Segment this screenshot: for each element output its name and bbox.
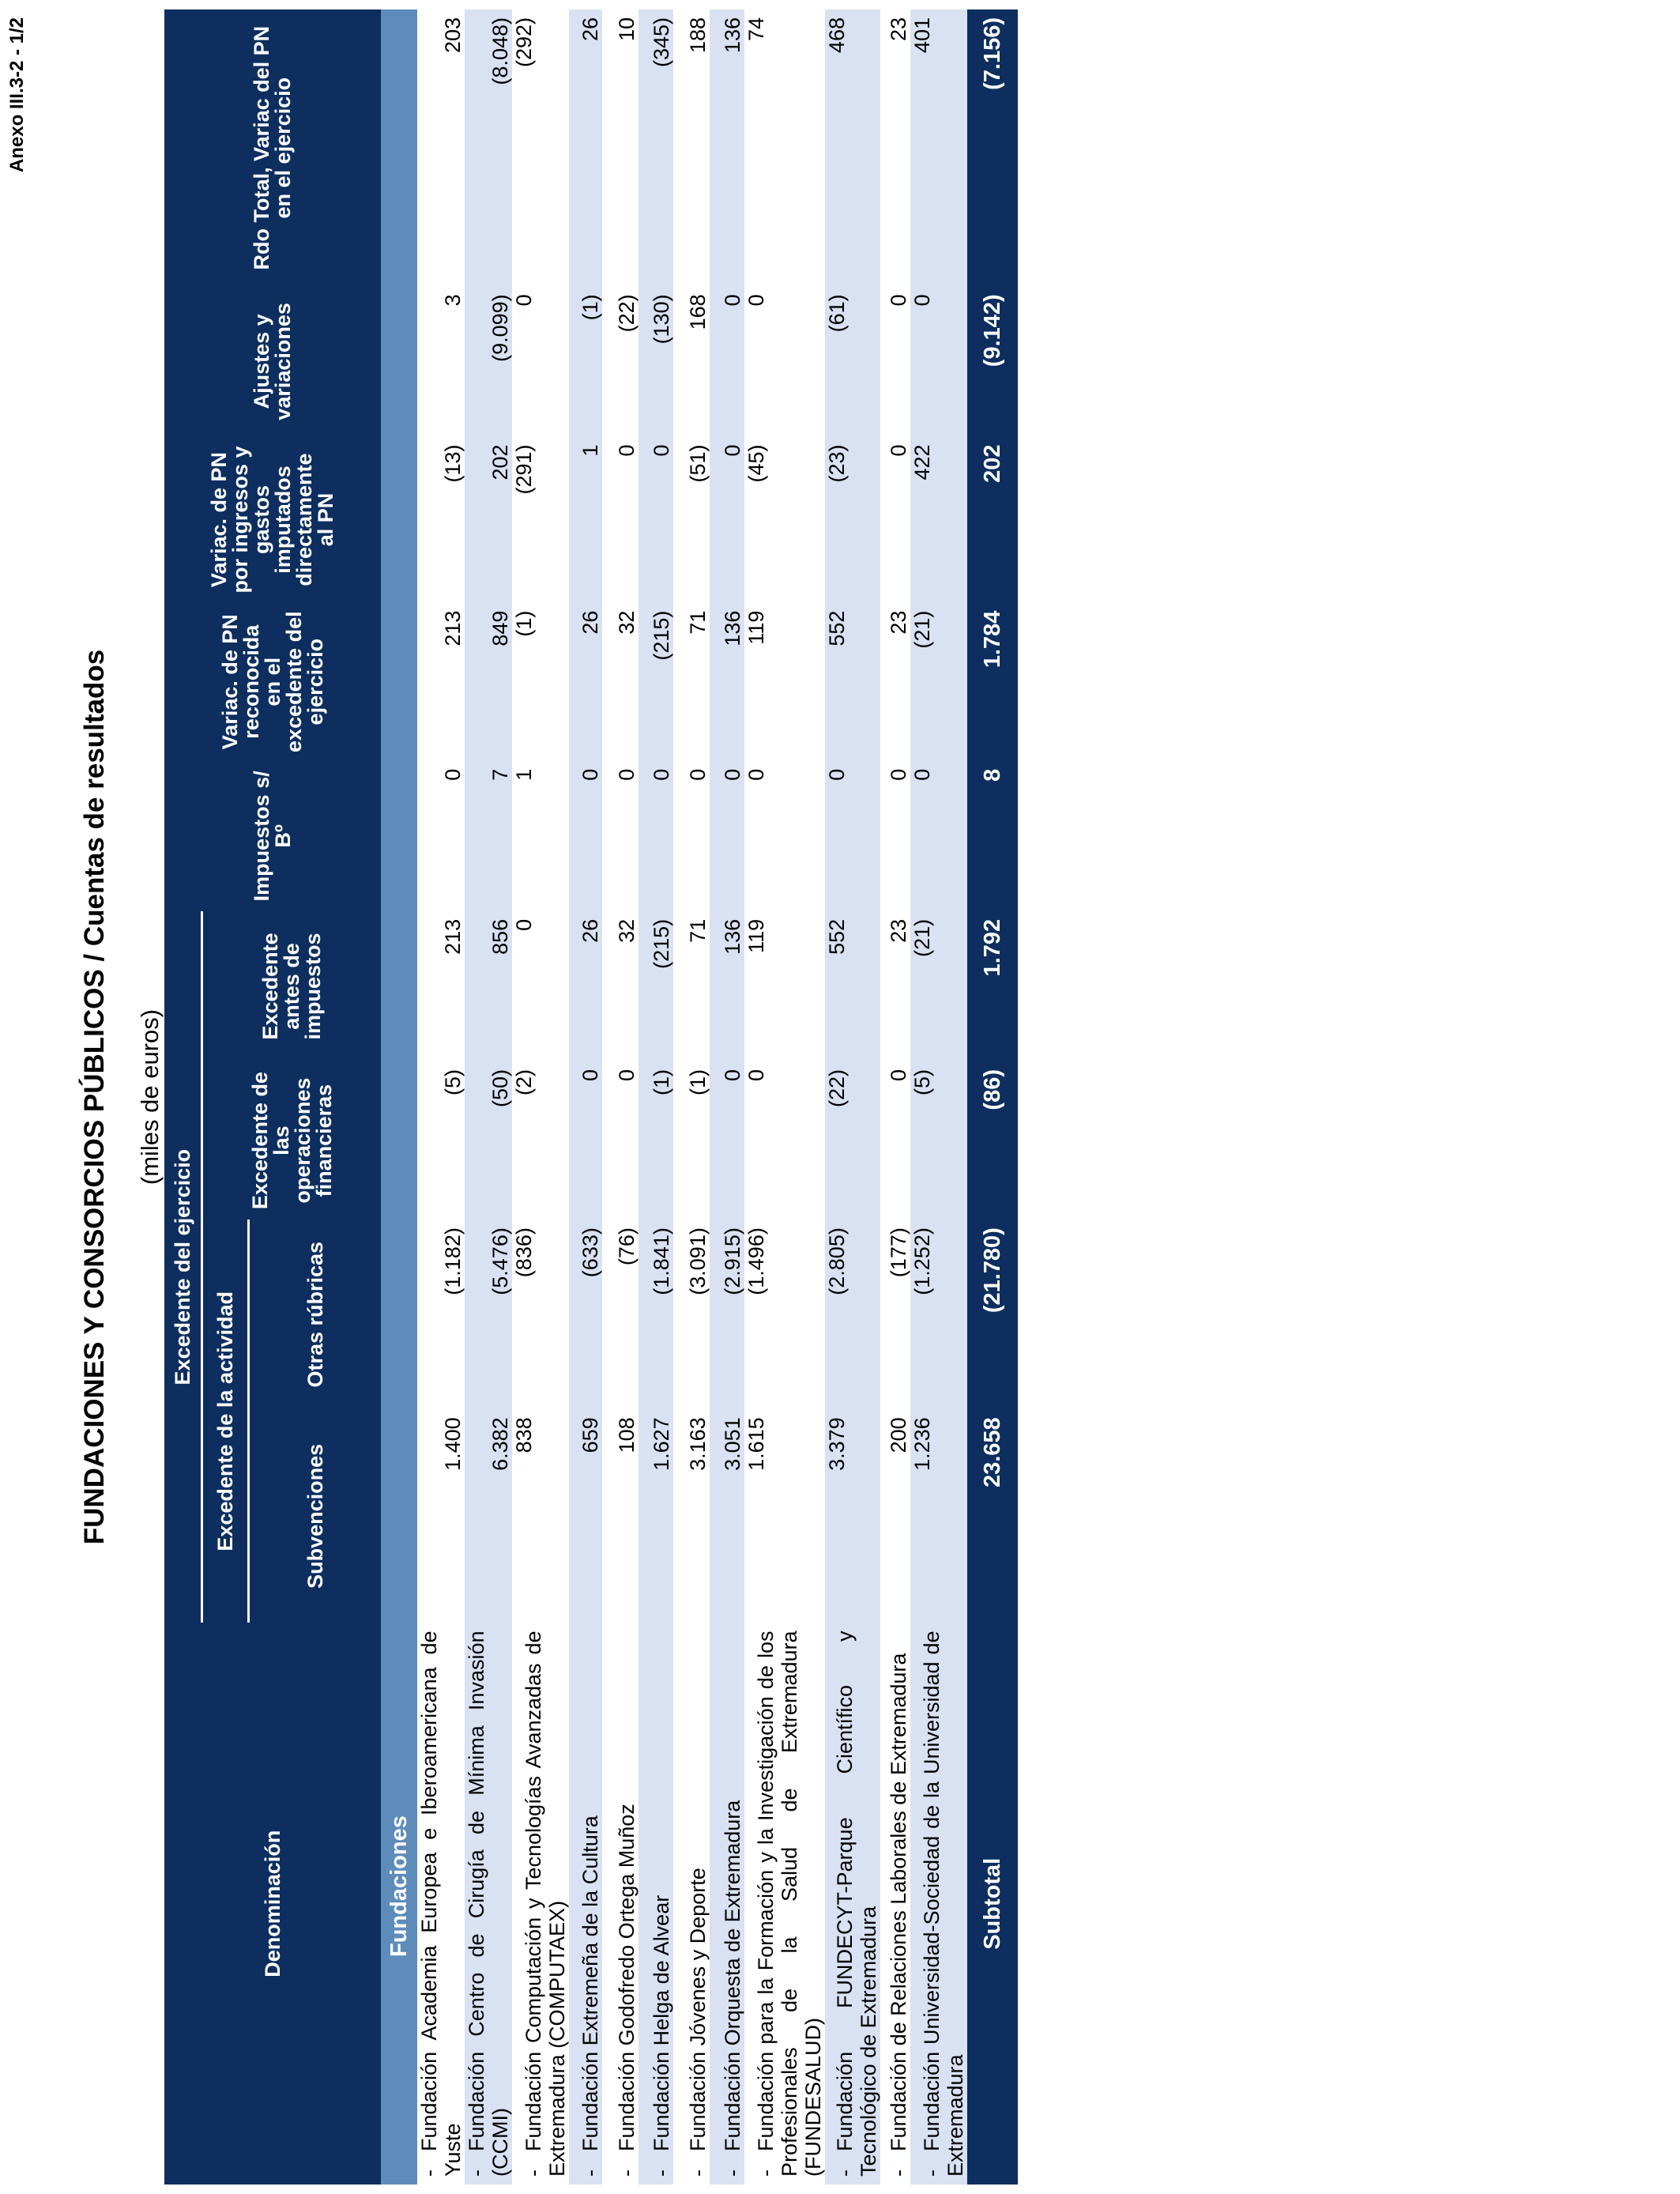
cell-impuestos: 0 bbox=[825, 761, 880, 911]
subtotal-impuestos: 8 bbox=[967, 761, 1018, 911]
cell-rdo: 468 bbox=[825, 9, 880, 286]
cell-var-rec: 213 bbox=[417, 603, 465, 761]
cell-impuestos: 7 bbox=[465, 761, 512, 911]
table-row bbox=[638, 9, 673, 2185]
cell-impuestos: 0 bbox=[417, 761, 465, 911]
row-name: -Fundación Universidad-Sociedad de la Universidad de Extremadura bbox=[910, 1623, 967, 2185]
row-name: -Fundación Jóvenes y Deporte bbox=[673, 1623, 710, 2185]
annex-label: Anexo III.3-2 - 1/2 bbox=[6, 17, 28, 173]
header-variac-pn-reconocida: Variac. de PN reconocida en el excedente del ejercicio bbox=[164, 603, 381, 761]
table-row bbox=[910, 9, 967, 2185]
cell-rdo: (8.048) bbox=[465, 9, 512, 286]
cell-otras: (76) bbox=[602, 1220, 638, 1409]
cell-subvenciones: 3.163 bbox=[673, 1409, 710, 1623]
cell-subvenciones: 108 bbox=[602, 1409, 638, 1623]
cell-subvenciones: 1.236 bbox=[910, 1409, 967, 1623]
header-denominacion: Denominación bbox=[164, 1623, 381, 2185]
cell-impuestos: 0 bbox=[602, 761, 638, 911]
cell-exc-antes: 856 bbox=[465, 911, 512, 1061]
subtotal-exc-fin: (86) bbox=[967, 1061, 1018, 1220]
cell-var-rec: 32 bbox=[602, 603, 638, 761]
cell-impuestos: 0 bbox=[638, 761, 673, 911]
cell-exc-antes: 552 bbox=[825, 911, 880, 1061]
cell-exc-antes: 71 bbox=[673, 911, 710, 1061]
header-otras-rubricas: Otras rúbricas bbox=[249, 1220, 382, 1409]
table-row bbox=[569, 9, 602, 2185]
header-variac-pn-directa: Variac. de PN por ingresos y gastos imputados directamente al PN bbox=[164, 436, 381, 602]
row-name: -Fundación FUNDECYT-Parque Científico y Tecnológico de Extremadura bbox=[825, 1623, 880, 2185]
cell-var-dir: (23) bbox=[825, 436, 880, 602]
cell-var-dir: 0 bbox=[880, 436, 910, 602]
cell-var-dir: 0 bbox=[710, 436, 744, 602]
cell-rdo: (345) bbox=[638, 9, 673, 286]
cell-var-dir: (45) bbox=[744, 436, 825, 602]
row-name: -Fundación Centro de Cirugía de Mínima Invasión (CCMI) bbox=[465, 1623, 512, 2185]
cell-var-dir: 0 bbox=[638, 436, 673, 602]
cell-var-rec: 136 bbox=[710, 603, 744, 761]
cell-exc-antes: 136 bbox=[710, 911, 744, 1061]
units-label: (miles de euros) bbox=[136, 1008, 164, 1186]
cell-var-dir: 1 bbox=[569, 436, 602, 602]
cell-exc-fin: (2) bbox=[512, 1061, 569, 1220]
cell-exc-fin: (5) bbox=[417, 1061, 465, 1220]
cell-exc-antes: (21) bbox=[910, 911, 967, 1061]
cell-exc-antes: (215) bbox=[638, 911, 673, 1061]
cell-impuestos: 0 bbox=[710, 761, 744, 911]
cell-exc-fin: (1) bbox=[638, 1061, 673, 1220]
cell-otras: (1.252) bbox=[910, 1220, 967, 1409]
cell-ajustes: 0 bbox=[744, 286, 825, 436]
subtotal-exc-antes: 1.792 bbox=[967, 911, 1018, 1061]
header-subvenciones: Subvenciones bbox=[249, 1409, 382, 1623]
cell-rdo: 401 bbox=[910, 9, 967, 286]
cell-ajustes: 0 bbox=[512, 286, 569, 436]
subtotal-row bbox=[967, 9, 1018, 2185]
header-excedente-ejercicio: Excedente del ejercicio bbox=[164, 911, 202, 1623]
subtotal-label: Subtotal bbox=[967, 1623, 1018, 2185]
cell-exc-fin: 0 bbox=[569, 1061, 602, 1220]
cell-exc-fin: (5) bbox=[910, 1061, 967, 1220]
cell-ajustes: (22) bbox=[602, 286, 638, 436]
cell-otras: (3.091) bbox=[673, 1220, 710, 1409]
cell-var-rec: (1) bbox=[512, 603, 569, 761]
cell-exc-fin: 0 bbox=[710, 1061, 744, 1220]
cell-ajustes: (1) bbox=[569, 286, 602, 436]
cell-ajustes: 0 bbox=[710, 286, 744, 436]
cell-var-rec: (215) bbox=[638, 603, 673, 761]
cell-impuestos: 0 bbox=[880, 761, 910, 911]
cell-ajustes: 3 bbox=[417, 286, 465, 436]
table-row bbox=[465, 9, 512, 2185]
cell-exc-fin: 0 bbox=[602, 1061, 638, 1220]
cell-exc-antes: 32 bbox=[602, 911, 638, 1061]
cell-rdo: 136 bbox=[710, 9, 744, 286]
cell-subvenciones: 1.400 bbox=[417, 1409, 465, 1623]
cell-exc-antes: 23 bbox=[880, 911, 910, 1061]
row-name: -Fundación Computación y Tecnologías Avanzadas de Extremadura (COMPUTAEX) bbox=[512, 1623, 569, 2185]
cell-ajustes: (130) bbox=[638, 286, 673, 436]
table-row bbox=[744, 9, 825, 2185]
cell-ajustes: 168 bbox=[673, 286, 710, 436]
subtotal-otras: (21.780) bbox=[967, 1220, 1018, 1409]
row-name: -Fundación Helga de Alvear bbox=[638, 1623, 673, 2185]
cell-impuestos: 0 bbox=[744, 761, 825, 911]
cell-subvenciones: 659 bbox=[569, 1409, 602, 1623]
cell-otras: (1.182) bbox=[417, 1220, 465, 1409]
table-row bbox=[512, 9, 569, 2185]
header-exc-antes-impuestos: Excedente antes de impuestos bbox=[202, 911, 382, 1061]
cell-exc-fin: (1) bbox=[673, 1061, 710, 1220]
cell-subvenciones: 3.051 bbox=[710, 1409, 744, 1623]
cell-rdo: 23 bbox=[880, 9, 910, 286]
header-ajustes: Ajustes y variaciones bbox=[164, 286, 381, 436]
cell-impuestos: 0 bbox=[569, 761, 602, 911]
cell-exc-antes: 26 bbox=[569, 911, 602, 1061]
cell-exc-antes: 0 bbox=[512, 911, 569, 1061]
cell-otras: (177) bbox=[880, 1220, 910, 1409]
table-row bbox=[673, 9, 710, 2185]
cell-impuestos: 0 bbox=[910, 761, 967, 911]
cell-rdo: 10 bbox=[602, 9, 638, 286]
cell-otras: (633) bbox=[569, 1220, 602, 1409]
table-row bbox=[710, 9, 744, 2185]
cell-ajustes: 0 bbox=[910, 286, 967, 436]
cell-impuestos: 1 bbox=[512, 761, 569, 911]
cell-var-dir: 422 bbox=[910, 436, 967, 602]
row-name: -Fundación para la Formación y la Investigación de los Profesionales de la Salud de Extremadura (FUNDESALUD) bbox=[744, 1623, 825, 2185]
cell-subvenciones: 3.379 bbox=[825, 1409, 880, 1623]
cell-exc-fin: 0 bbox=[744, 1061, 825, 1220]
cell-subvenciones: 1.615 bbox=[744, 1409, 825, 1623]
cell-var-dir: (13) bbox=[417, 436, 465, 602]
header-excedente-actividad: Excedente de la actividad bbox=[202, 1220, 249, 1623]
cell-rdo: 203 bbox=[417, 9, 465, 286]
cell-exc-antes: 119 bbox=[744, 911, 825, 1061]
cell-ajustes: (61) bbox=[825, 286, 880, 436]
cell-impuestos: 0 bbox=[673, 761, 710, 911]
row-name: -Fundación Extremeña de la Cultura bbox=[569, 1623, 602, 2185]
header-impuestos: Impuestos s/ Bº bbox=[164, 761, 381, 911]
row-name: -Fundación Godofredo Ortega Muñoz bbox=[602, 1623, 638, 2185]
cell-ajustes: (9.099) bbox=[465, 286, 512, 436]
cell-otras: (2.915) bbox=[710, 1220, 744, 1409]
cell-rdo: 26 bbox=[569, 9, 602, 286]
header-exc-op-financieras: Excedente de las operaciones financieras bbox=[202, 1061, 382, 1220]
cell-otras: (836) bbox=[512, 1220, 569, 1409]
cell-otras: (1.841) bbox=[638, 1220, 673, 1409]
row-name: -Fundación de Relaciones Laborales de Extremadura bbox=[880, 1623, 910, 2185]
page-title: FUNDACIONES Y CONSORCIOS PÚBLICOS / Cuentas de resultados bbox=[79, 649, 110, 1545]
cell-var-rec: (21) bbox=[910, 603, 967, 761]
cell-exc-antes: 213 bbox=[417, 911, 465, 1061]
table-row bbox=[602, 9, 638, 2185]
cell-exc-fin: (22) bbox=[825, 1061, 880, 1220]
cell-rdo: (292) bbox=[512, 9, 569, 286]
cell-exc-fin: (50) bbox=[465, 1061, 512, 1220]
cell-var-rec: 23 bbox=[880, 603, 910, 761]
subtotal-ajustes: (9.142) bbox=[967, 286, 1018, 436]
cell-subvenciones: 6.382 bbox=[465, 1409, 512, 1623]
subtotal-var-dir: 202 bbox=[967, 436, 1018, 602]
results-table bbox=[164, 9, 1018, 2185]
subtotal-var-rec: 1.784 bbox=[967, 603, 1018, 761]
cell-var-rec: 552 bbox=[825, 603, 880, 761]
cell-var-rec: 119 bbox=[744, 603, 825, 761]
cell-subvenciones: 1.627 bbox=[638, 1409, 673, 1623]
row-name: -Fundación Orquesta de Extremadura bbox=[710, 1623, 744, 2185]
cell-rdo: 74 bbox=[744, 9, 825, 286]
cell-subvenciones: 200 bbox=[880, 1409, 910, 1623]
cell-ajustes: 0 bbox=[880, 286, 910, 436]
row-name: -Fundación Academia Europea e Iberoamericana de Yuste bbox=[417, 1623, 465, 2185]
category-label: Fundaciones bbox=[381, 1623, 417, 2185]
cell-subvenciones: 838 bbox=[512, 1409, 569, 1623]
cell-exc-fin: 0 bbox=[880, 1061, 910, 1220]
subtotal-subvenciones: 23.658 bbox=[967, 1409, 1018, 1623]
cell-otras: (1.496) bbox=[744, 1220, 825, 1409]
cell-var-dir: 0 bbox=[602, 436, 638, 602]
subtotal-rdo: (7.156) bbox=[967, 9, 1018, 286]
cell-var-dir: 202 bbox=[465, 436, 512, 602]
category-row bbox=[381, 9, 417, 2185]
cell-var-rec: 71 bbox=[673, 603, 710, 761]
table-row bbox=[880, 9, 910, 2185]
cell-var-rec: 849 bbox=[465, 603, 512, 761]
cell-otras: (5.476) bbox=[465, 1220, 512, 1409]
cell-rdo: 188 bbox=[673, 9, 710, 286]
cell-var-dir: (291) bbox=[512, 436, 569, 602]
header-rdo-total: Rdo Total, Variac del PN en el ejercicio bbox=[164, 9, 381, 286]
table-row bbox=[417, 9, 465, 2185]
cell-var-dir: (51) bbox=[673, 436, 710, 602]
cell-otras: (2.805) bbox=[825, 1220, 880, 1409]
cell-var-rec: 26 bbox=[569, 603, 602, 761]
table-row bbox=[825, 9, 880, 2185]
